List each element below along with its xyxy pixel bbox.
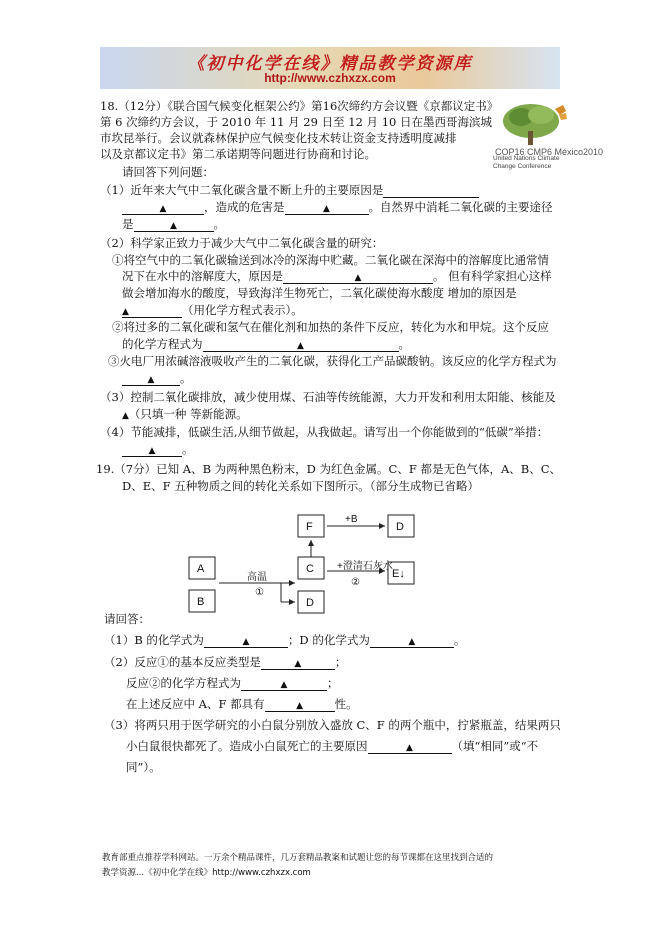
answer-blank[interactable] xyxy=(241,676,327,691)
q18-part3-line2 xyxy=(122,406,248,424)
text: 。自然界中消耗二氧化碳的主要途径 xyxy=(368,200,553,214)
q18-part2-3-line2: ▲ 。 xyxy=(122,370,192,386)
header-banner xyxy=(100,47,560,89)
q19-part3-line2 xyxy=(126,738,538,754)
label-b: B xyxy=(197,596,205,608)
text: 反应②的化学方程式为 xyxy=(126,676,241,690)
q18-part1-line2 xyxy=(122,199,553,215)
text: （1）B 的化学式为 xyxy=(104,633,204,647)
text: ，造成的危害是 xyxy=(204,200,285,214)
step-2: ② xyxy=(351,577,360,588)
q18-part2-1-line4 xyxy=(122,302,303,318)
q19-part2-line1 xyxy=(104,654,346,670)
footer-line-2: 教学资源...《初中化学在线》http://www.czhxzx.com xyxy=(102,868,311,878)
page-footer xyxy=(102,851,572,881)
answer-blank[interactable] xyxy=(122,371,180,386)
triangle-icon: ▲ xyxy=(159,204,167,214)
q19-part2-line2 xyxy=(126,675,339,691)
triangle-icon: ▲ xyxy=(147,375,155,385)
answer-blank[interactable] xyxy=(122,442,182,457)
text: 况下在水中的溶解度大，原因是 xyxy=(122,269,283,283)
label-d2: D xyxy=(396,521,404,533)
triangle-icon: ▲ xyxy=(148,446,156,456)
text: ； xyxy=(334,655,347,669)
answer-blank[interactable] xyxy=(122,303,182,318)
triangle-icon: ▲ xyxy=(297,341,304,351)
q18-part1-line1 xyxy=(100,182,479,198)
label-a: A xyxy=(197,563,205,575)
text: 在上述反应中 A、F 都具有 xyxy=(126,697,265,711)
banner-url[interactable]: http://www.czhxzx.com xyxy=(264,71,396,85)
q19-part2-line3 xyxy=(126,696,358,712)
answer-blank[interactable] xyxy=(283,269,433,284)
q19-line-1: 19.（7分）已知 A、B 为两种黑色粉末，D 为红色金属。C、F 都是无色气体，A、B、C、 xyxy=(96,462,562,476)
answer-blank[interactable] xyxy=(370,633,454,648)
triangle-icon: ▲ xyxy=(354,273,362,283)
triangle-icon: ▲ xyxy=(296,701,304,711)
cond-high-temp: 高温 xyxy=(247,572,267,583)
q18-part2-3-line1: ③火电厂用浓碱溶液吸收产生的二氧化碳，获得化工产品碳酸钠。该反应的化学方程式为 xyxy=(108,354,557,368)
text: （2）反应①的基本反应类型是 xyxy=(104,655,261,669)
answer-blank[interactable] xyxy=(122,200,204,215)
footer-line-1: 教育部重点推荐学科网站。一万余个精品课件，几万套精品教案和试题让您的每节课都在这里找到合适的 xyxy=(102,853,494,863)
text: 。 但有科学家担心这样 xyxy=(433,269,552,283)
cop16-logo xyxy=(493,103,604,173)
cond-limewater: +澄清石灰水 xyxy=(337,561,393,572)
label-e: E↓ xyxy=(392,568,405,580)
text: 小白鼠很快都死了。造成小白鼠死亡的主要原因 xyxy=(126,739,368,753)
label-c: C xyxy=(306,563,314,575)
q19-part3-line1: （3）将两只用于医学研究的小白鼠分别放入盛放 C、F 的两个瓶中，拧紧瓶盖，结果两只 xyxy=(104,718,561,732)
triangle-icon: ▲ xyxy=(408,637,416,647)
triangle-icon: ▲ xyxy=(170,221,177,231)
answer-blank[interactable] xyxy=(368,739,452,754)
q18-part2-1-line3: 做会增加海水的酸度，导致海洋生物死亡，二氧化碳使海水酸度 增加的原因是 xyxy=(122,286,517,300)
answer-blank[interactable] xyxy=(285,200,369,215)
q18-line-4: 以及京都议定书》第二承诺期等问题进行协商和讨论。 xyxy=(100,147,376,161)
triangle-icon: ▲ xyxy=(242,637,250,647)
q18-part2-title: （2）科学家正致力于减少大气中二氧化碳含量的研究： xyxy=(100,236,384,250)
label-f: F xyxy=(306,521,313,533)
banner-title: 《初中化学在线》精品教学资源库 xyxy=(187,54,473,74)
triangle-icon: ▲ xyxy=(280,680,288,690)
q18-line-1: 18.（12分）《联合国气候变化框架公约》第16次缔约方会议暨《京都议定书》 xyxy=(100,99,499,113)
q18-part1-line3: 是 ▲ 。 xyxy=(122,217,225,231)
text: （填“相同”或“不 xyxy=(451,739,539,753)
triangle-icon: ▲ xyxy=(406,743,413,753)
text: ； xyxy=(327,676,339,690)
q18-part4-line2 xyxy=(122,441,194,457)
text: （用化学方程式表示）。 xyxy=(182,303,303,317)
q19-line-2: D、E、F 五种物质之间的转化关系如下图所示。（部分生成物已省略） xyxy=(122,479,479,493)
step-1: ① xyxy=(255,587,264,598)
logo-text: COP16 CMP6 México2010 xyxy=(495,147,604,157)
text: 。 xyxy=(453,633,466,647)
q18-part3-line1: （3）控制二氧化碳排放，减少使用煤、石油等传统能源，大力开发和利用太阳能、核能及 xyxy=(100,390,556,404)
q18-part4-line1: （4）节能减排，低碳生活,从细节做起，从我做起。请写出一个你能做到的“低碳”举措： xyxy=(100,425,549,439)
text: 性。 xyxy=(334,697,358,711)
q18-line-2: 第 6 次缔约方会议，于 2010 年 11 月 29 日至 12 月 10 日在墨西哥海滨城 xyxy=(100,115,492,129)
text: （只填一种 等新能源。 xyxy=(128,407,248,421)
text: ；D 的化学式为 xyxy=(287,633,370,647)
triangle-icon: ▲ xyxy=(122,307,129,317)
q18-part2-1-line1: ①将空气中的二氧化碳输送到冰冷的深海中贮藏。二氧化碳在深海中的溶解度比通常情 xyxy=(112,253,549,267)
answer-blank[interactable] xyxy=(204,633,288,648)
cond-plus-b: +B xyxy=(345,514,358,525)
answer-blank[interactable] xyxy=(383,183,479,198)
logo-caption: United Nations Climate Change Conference xyxy=(493,155,560,170)
text: 是 xyxy=(122,217,134,231)
triangle-icon: ▲ xyxy=(294,659,302,669)
triangle-icon: ▲ xyxy=(323,204,330,214)
triangle-icon: ▲ xyxy=(122,411,129,421)
answer-blank[interactable] xyxy=(265,697,335,712)
label-d1: D xyxy=(306,597,314,609)
answer-blank[interactable] xyxy=(134,217,214,232)
answer-blank[interactable] xyxy=(203,337,399,352)
q19-part1 xyxy=(104,632,465,648)
q18-part2-1-line2 xyxy=(122,268,552,284)
text: （1）近年来大气中二氧化碳含量不断上升的主要原因是 xyxy=(100,183,384,197)
answer-blank[interactable] xyxy=(261,655,335,670)
q19-answer-prompt: 请回答： xyxy=(104,612,150,626)
q18-prompt: 请回答下列问题： xyxy=(122,165,214,179)
reaction-diagram xyxy=(185,505,455,617)
q19-part3-line3: 同”）。 xyxy=(126,760,161,774)
q18-part2-2-line1: ②将过多的二氧化碳和氢气在催化剂和加热的条件下反应，转化为水和甲烷。这个反应 xyxy=(112,320,549,334)
q18-line-3: 市坎昆举行。会议就森林保护应气候变化技术转让资金支持透明度减排 xyxy=(100,131,457,145)
q18-part2-2-line2: 的化学方程式为 ▲ 。 xyxy=(122,337,410,351)
text: 。 xyxy=(182,442,194,456)
text: 的化学方程式为 xyxy=(122,337,203,351)
tree-logo-icon xyxy=(493,103,604,159)
